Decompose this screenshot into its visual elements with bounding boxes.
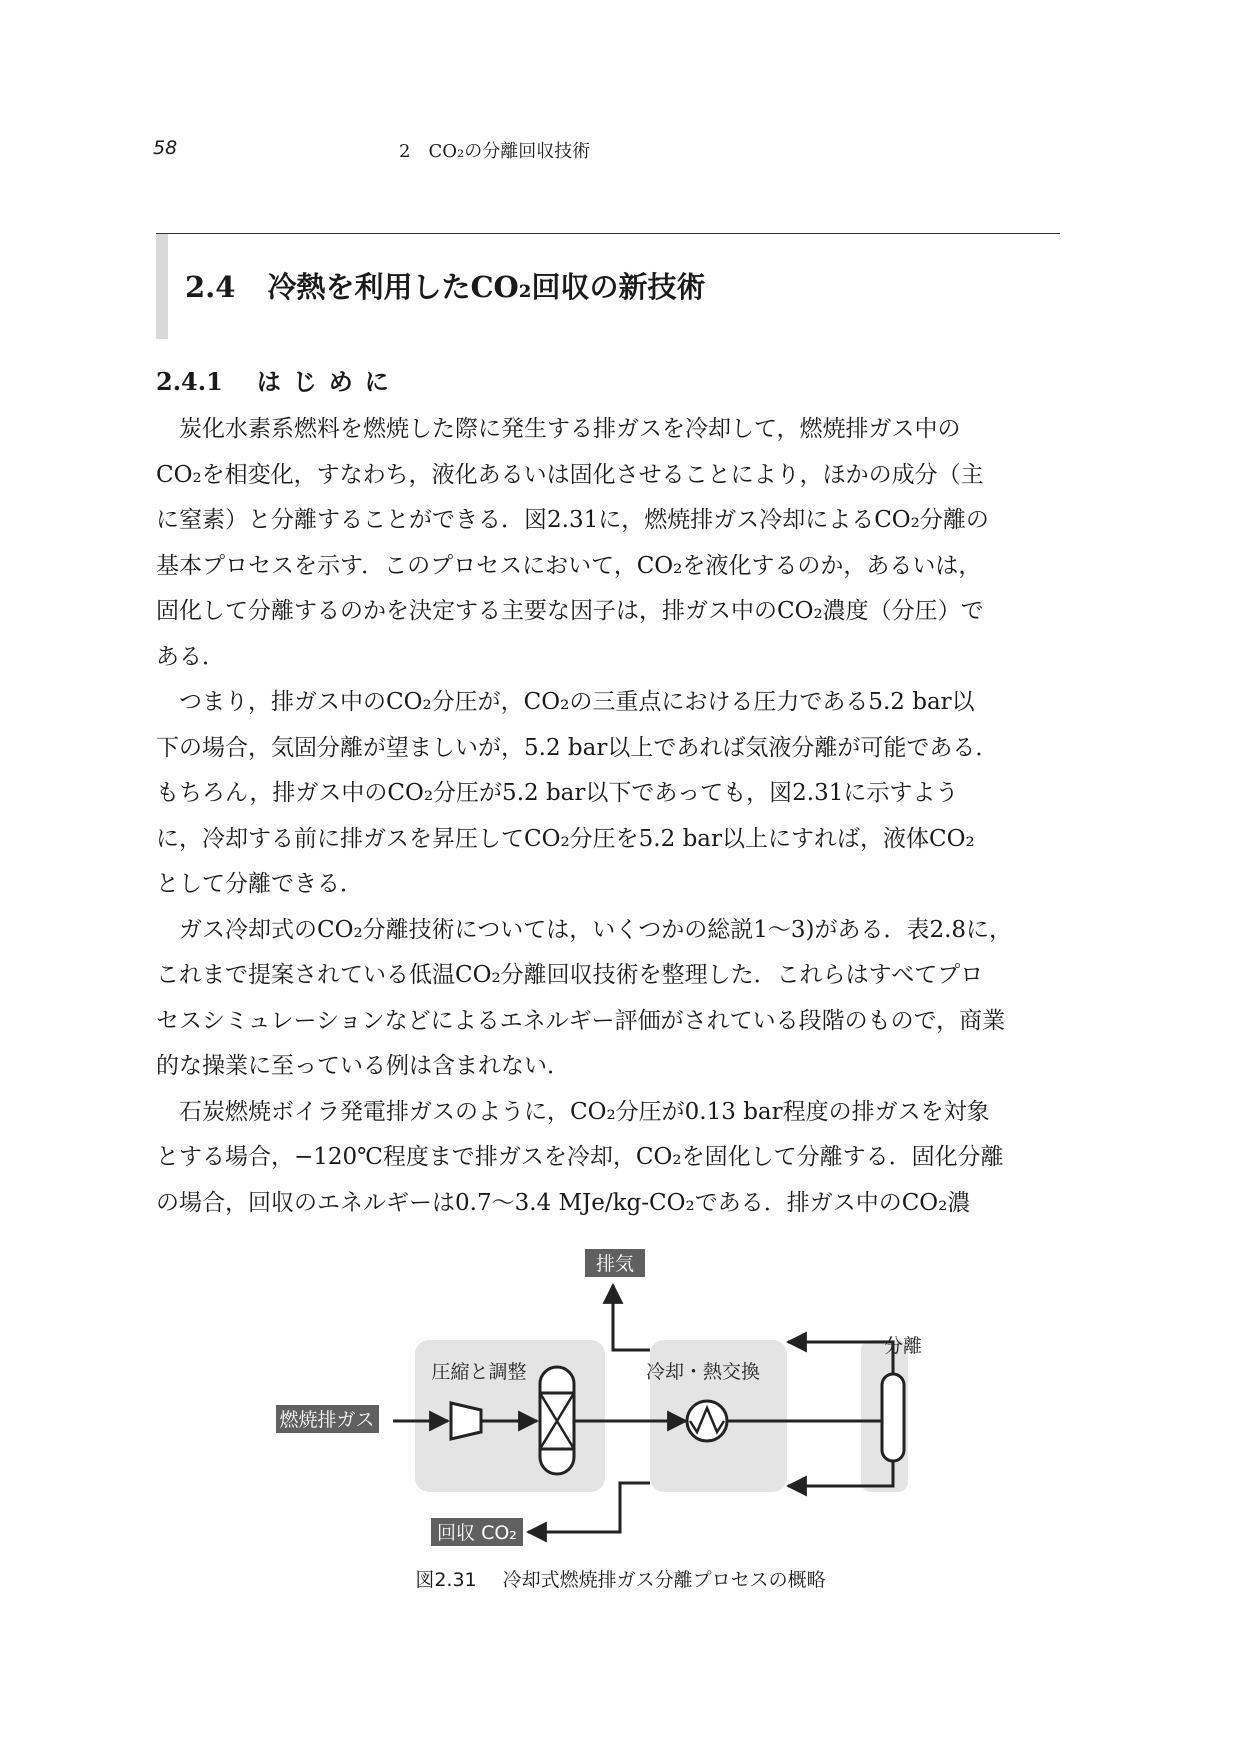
text-line: 固化して分離するのかを決定する主要な因子は，排ガス中のCO₂濃度（分圧）で — [156, 598, 984, 624]
text-line: CO₂を相変化，すなわち，液化あるいは固化させることにより，ほかの成分（主 — [156, 461, 984, 488]
section-number: 2.4 — [185, 270, 236, 304]
compression-label: 圧縮と調整 — [431, 1361, 527, 1383]
text-line: セスシミュレーションなどによるエネルギー評価がされている段階のもので，商業 — [156, 1007, 1006, 1034]
text-line: 炭化水素系燃料を燃焼した際に発生する排ガスを冷却して，燃焼排ガス中の — [156, 416, 961, 442]
text-line: ガス冷却式のCO₂分離技術については，いくつかの総説1〜3)がある．表2.8に， — [156, 916, 1013, 943]
text-line: もちろん，排ガス中のCO₂分圧が5.2 bar以下であっても，図2.31に示すよう — [156, 780, 959, 806]
text-line: ある． — [156, 643, 225, 670]
exhaust-label: 排気 — [595, 1253, 635, 1275]
cooling-label: 冷却・熱交換 — [645, 1361, 761, 1383]
text-line: として分離できる． — [156, 871, 363, 897]
figure-caption-text: 冷却式燃焼排ガス分離プロセスの概略 — [502, 1569, 826, 1591]
text-line: に，冷却する前に排ガスを昇圧してCO₂分圧を5.2 bar以上にすれば，液体CO₂ — [156, 825, 975, 852]
page-number: 58 — [153, 137, 178, 159]
subsection-number: 2.4.1 — [156, 367, 223, 396]
compressor-icon — [451, 1403, 481, 1439]
text-line: に窒素）と分離することができる．図2.31に，燃焼排ガス冷却によるCO₂分離の — [156, 507, 989, 533]
text-line: 下の場合，気固分離が望ましいが，5.2 bar以上であれば気液分離が可能である． — [156, 734, 999, 761]
text-line: の場合，回収のエネルギーは0.7〜3.4 MJe/kg-CO₂である．排ガス中のCO₂濃 — [156, 1189, 971, 1216]
figure-caption — [0, 1565, 1241, 1592]
separation-label: 分離 — [883, 1335, 923, 1357]
text-line: 石炭燃焼ボイラ発電排ガスのように，CO₂分圧が0.13 bar程度の排ガスを対象 — [156, 1098, 990, 1125]
figure-number: 図2.31 — [415, 1569, 477, 1591]
text-line: とする場合，−120℃程度まで排ガスを冷却，CO₂を固化して分離する．固化分離 — [156, 1144, 1004, 1170]
exhaust-arrow — [613, 1285, 650, 1350]
subsection-title: はじめに — [256, 367, 401, 396]
flue-gas-label: 燃焼排ガス — [279, 1409, 375, 1431]
text-line: これまで提案されている低温CO₂分離回収技術を整理した．これらはすべてプロ — [156, 962, 984, 988]
separator-icon — [882, 1374, 904, 1461]
text-line: つまり，排ガス中のCO₂分圧が，CO₂の三重点における圧力である5.2 bar以 — [156, 689, 975, 715]
recovered-co2-label: 回収 CO₂ — [437, 1522, 517, 1544]
text-line: 基本プロセスを示す．このプロセスにおいて，CO₂を液化するのか，あるいは， — [156, 552, 982, 579]
section-title: 冷熱を利用したCO₂回収の新技術 — [267, 270, 706, 304]
text-line: 的な操業に至っている例は含まれない． — [156, 1053, 570, 1079]
chapter-title: 2 CO₂の分離回収技術 — [399, 141, 591, 162]
